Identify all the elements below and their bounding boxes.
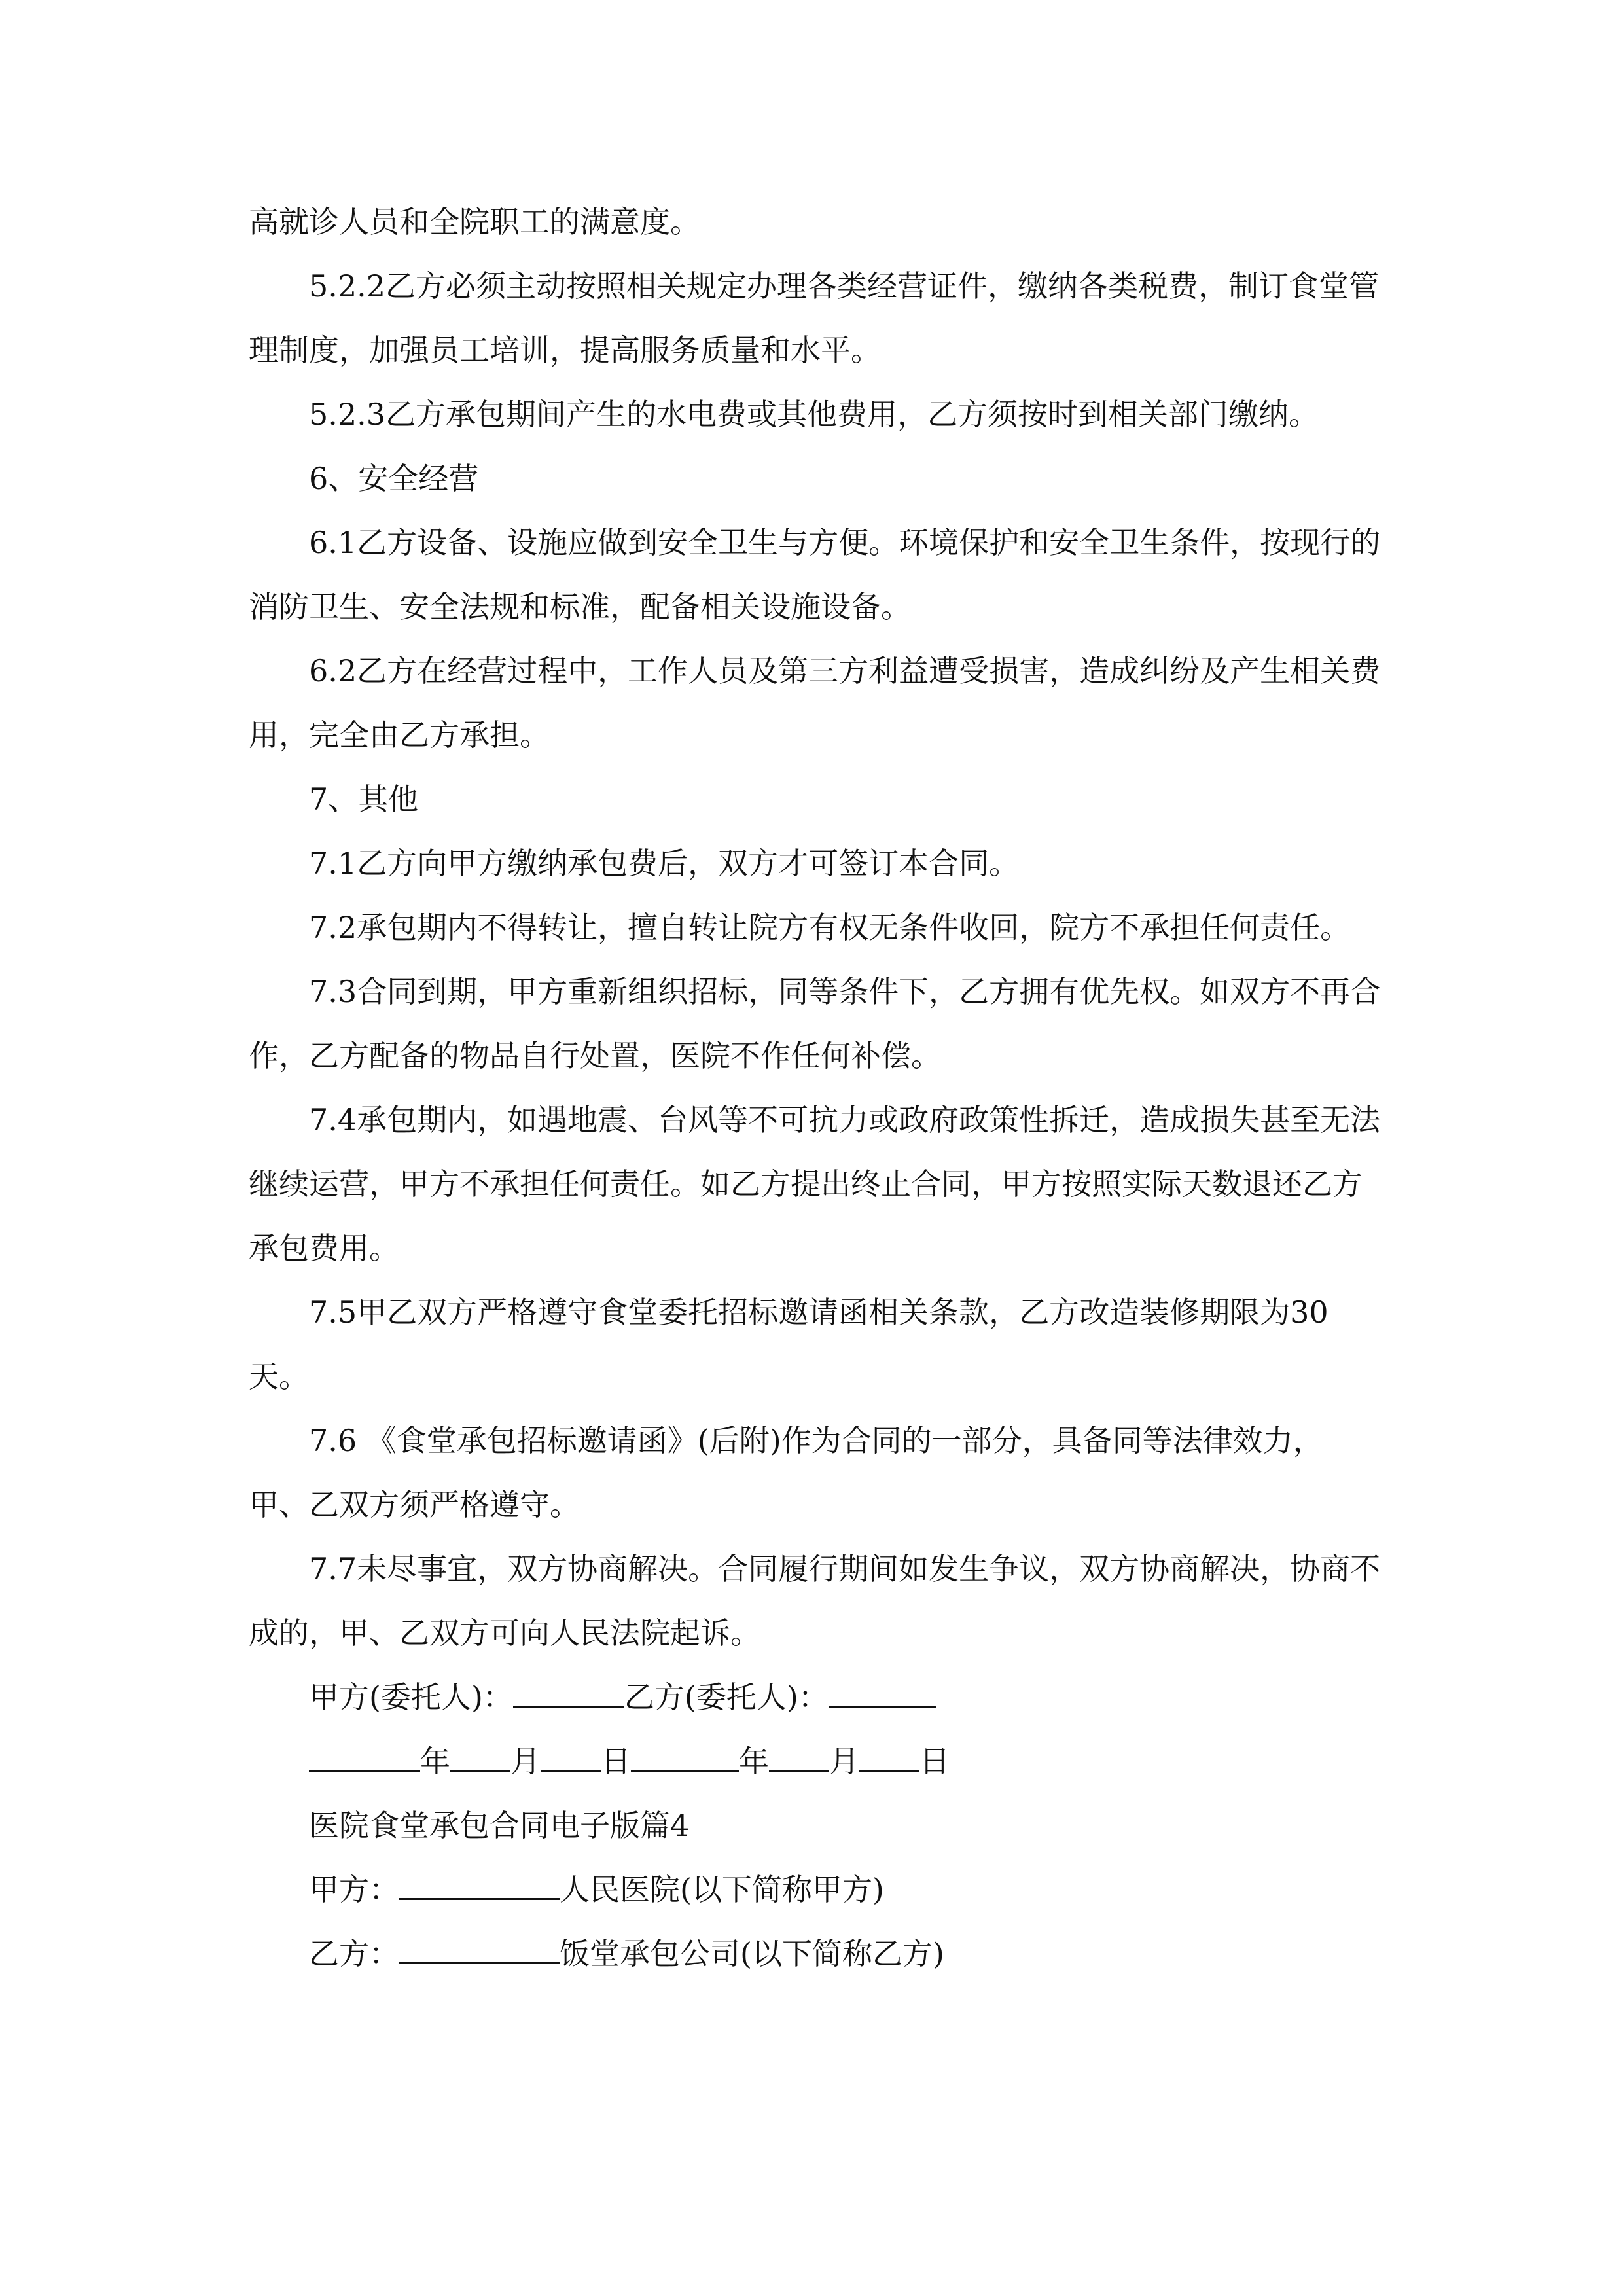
party-b-day-label: 日 [919,1744,950,1779]
paragraph-6-1: 6.1乙方设备、设施应做到安全卫生与方便。环境保护和安全卫生条件，按现行的消防卫生、安全法规和标准，配备相关设施设备。 [249,525,1381,624]
paragraph-7-4: 7.4承包期内，如遇地震、台风等不可抗力或政府政策性拆迁，造成损失甚至无法继续运营，甲方不承担任何责任。如乙方提出终止合同，甲方按照实际天数退还乙方承包费用。 [249,1102,1381,1266]
paragraph-7-7: 7.7未尽事宜，双方协商解决。合同履行期间如发生争议，双方协商解决，协商不成的，甲、乙双方可向人民法院起诉。 [249,1551,1381,1651]
party-b-year-label: 年 [739,1744,769,1779]
paragraph-7-6: 7.6 《食堂承包招标邀请函》(后附)作为合同的一部分，具备同等法律效力，甲、乙双方须严格遵守。 [249,1423,1323,1522]
party-b-day-blank [859,1744,919,1772]
paragraph-7-2: 7.2承包期内不得转让，擅自转让院方有权无条件收回，院方不承担任何责任。 [309,910,1351,945]
paragraph-5-2-3: 5.2.3乙方承包期间产生的水电费或其他费用，乙方须按时到相关部门缴纳。 [309,397,1319,432]
paragraph-7-3: 7.3合同到期，甲方重新组织招标，同等条件下，乙方拥有优先权。如双方不再合作，乙方配备的物品自行处置，医院不作任何补偿。 [249,974,1381,1073]
section-heading-safety: 6、安全经营 [309,461,479,496]
party-b-description: 饭堂承包公司(以下简称乙方) [560,1936,944,1971]
party-b-signature-label: 乙方(委托人)： [624,1679,829,1715]
paragraph-5-2-2: 5.2.2乙方必须主动按照相关规定办理各类经营证件，缴纳各类税费，制订食堂管理制度，加强员工培训，提高服务质量和水平。 [249,268,1380,368]
signature-parties [249,1665,1381,1729]
section-title: 医院食堂承包合同电子版篇4 [309,1808,690,1843]
party-a-day-label: 日 [601,1744,631,1779]
party-a-year-blank [309,1744,420,1772]
party-a-name-blank [399,1872,560,1900]
party-a-year-label: 年 [420,1744,450,1779]
paragraph-continuation: 高就诊人员和全院职工的满意度。 [249,204,700,240]
party-a-month-blank [450,1744,510,1772]
party-a-line [249,1857,1381,1922]
contract-text [249,190,1381,1986]
paragraph-7-1: 7.1乙方向甲方缴纳承包费后，双方才可签订本合同。 [309,846,1020,881]
party-a-day-blank [541,1744,601,1772]
party-b-line [249,1922,1381,1986]
signature-dates [249,1729,1381,1793]
party-b-signature-blank [829,1679,936,1708]
party-b-month-blank [769,1744,829,1772]
paragraph-6-2: 6.2乙方在经营过程中，工作人员及第三方利益遭受损害，造成纠纷及产生相关费用，完全由乙方承担。 [249,653,1381,753]
party-b-name-blank [399,1936,560,1964]
party-a-signature-label: 甲方(委托人)： [309,1679,513,1715]
party-a-label: 甲方： [309,1872,399,1907]
party-a-signature-blank [513,1679,624,1708]
party-b-year-blank [631,1744,739,1772]
party-b-label: 乙方： [309,1936,399,1971]
paragraph-7-5: 7.5甲乙双方严格遵守食堂委托招标邀请函相关条款，乙方改造装修期限为30天。 [249,1295,1329,1394]
party-a-month-label: 月 [510,1744,541,1779]
party-b-month-label: 月 [829,1744,859,1779]
section-heading-other: 7、其他 [309,781,419,817]
party-a-description: 人民医院(以下简称甲方) [560,1872,884,1907]
